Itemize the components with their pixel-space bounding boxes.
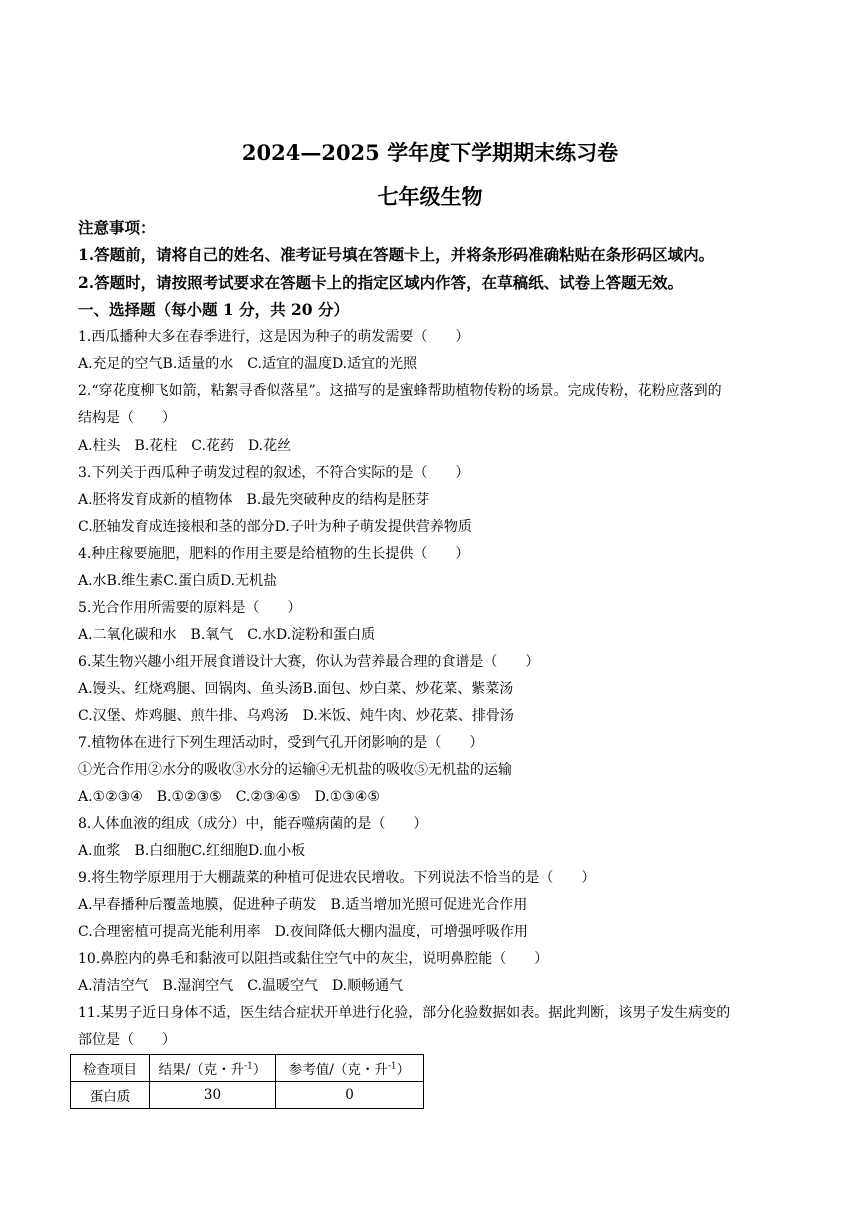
question-line: 3.下列关于西瓜种子萌发过程的叙述，不符合实际的是（ ）: [78, 465, 470, 481]
option-line: C.胚轴发育成连接根和茎的部分D.子叶为种子萌发提供营养物质: [78, 519, 472, 535]
question-line: 2.“穿花度柳飞如箭，粘絮寻香似落星”。这描写的是蜜蜂帮助植物传粉的场景。完成传粉，花粉应落到的: [78, 383, 722, 399]
option-line: A.①②③④ B.①②③⑤ C.②③④⑤ D.①③④⑤: [78, 789, 380, 805]
option-line: A.充足的空气B.适量的水 C.适宜的温度D.适宜的光照: [78, 356, 418, 372]
table-header-row: [71, 1055, 424, 1082]
table-header-cell: 结果/（克・升$^{-1}$）: [150, 1055, 276, 1082]
table-header-cell: 参考值/（克・升$^{-1}$）: [276, 1055, 424, 1082]
table-row: [71, 1082, 424, 1109]
question-line: 1.西瓜播种大多在春季进行，这是因为种子的萌发需要（ ）: [78, 329, 470, 345]
table-header-cell: 检查项目: [71, 1055, 150, 1082]
question-line: 10.鼻腔内的鼻毛和黏液可以阻挡或黏住空气中的灰尘，说明鼻腔能（ ）: [78, 951, 549, 967]
question-line: 结构是（ ）: [78, 410, 176, 426]
option-line: A.血浆 B.白细胞C.红细胞D.血小板: [78, 843, 306, 859]
question-line: 部位是（ ）: [78, 1032, 176, 1048]
option-line: A.柱头 B.花柱 C.花药 D.花丝: [78, 438, 292, 454]
section-heading: 一、选择题（每小题 1 分，共 20 分）: [78, 300, 349, 319]
question-line: 6.某生物兴趣小组开展食谱设计大赛，你认为营养最合理的食谱是（ ）: [78, 654, 540, 670]
lab-results-table: [70, 1054, 424, 1109]
option-line: A.清洁空气 B.湿润空气 C.温暖空气 D.顺畅通气: [78, 978, 404, 994]
notes-item-1: 1.答题前，请将自己的姓名、准考证号填在答题卡上，并将条形码准确粘贴在条形码区域内。: [78, 245, 715, 264]
statement-line: ①光合作用②水分的吸收③水分的运输④无机盐的吸收⑤无机盐的运输: [78, 762, 512, 778]
table-cell: 30: [150, 1082, 276, 1109]
option-line: A.馒头、红烧鸡腿、回锅肉、鱼头汤B.面包、炒白菜、炒花菜、紫菜汤: [78, 681, 514, 697]
option-line: A.水B.维生素C.蛋白质D.无机盐: [78, 573, 278, 589]
question-line: 5.光合作用所需要的原料是（ ）: [78, 600, 302, 616]
question-line: 9.将生物学原理用于大棚蔬菜的种植可促进农民增收。下列说法不恰当的是（ ）: [78, 870, 596, 886]
question-line: 4.种庄稼要施肥，肥料的作用主要是给植物的生长提供（ ）: [78, 546, 470, 562]
question-line: 11.某男子近日身体不适，医生结合症状开单进行化验，部分化验数据如表。据此判断，该男子发生病变的: [78, 1005, 731, 1021]
question-line: 7.植物体在进行下列生理活动时，受到气孔开闭影响的是（ ）: [78, 735, 484, 751]
question-line: 8.人体血液的组成（成分）中，能吞噬病菌的是（ ）: [78, 816, 428, 832]
notes-heading: 注意事项：: [78, 218, 156, 237]
option-line: C.汉堡、炸鸡腿、煎牛排、乌鸡汤 D.米饭、炖牛肉、炒花菜、排骨汤: [78, 708, 514, 724]
option-line: A.早春播种后覆盖地膜，促进种子萌发 B.适当增加光照可促进光合作用: [78, 897, 528, 913]
option-line: A.胚将发育成新的植物体 B.最先突破种皮的结构是胚芽: [78, 492, 430, 508]
option-line: C.合理密植可提高光能利用率 D.夜间降低大棚内温度，可增强呼吸作用: [78, 924, 528, 940]
exam-subtitle: 七年级生物: [377, 184, 483, 209]
table-cell: 0: [276, 1082, 424, 1109]
notes-item-2: 2.答题时，请按照考试要求在答题卡上的指定区域内作答，在草稿纸、试卷上答题无效。: [78, 273, 684, 292]
exam-title: 2024—2025 学年度下学期期末练习卷: [241, 140, 619, 165]
option-line: A.二氧化碳和水 B.氧气 C.水D.淀粉和蛋白质: [78, 627, 376, 643]
table-cell: 蛋白质: [71, 1082, 150, 1109]
